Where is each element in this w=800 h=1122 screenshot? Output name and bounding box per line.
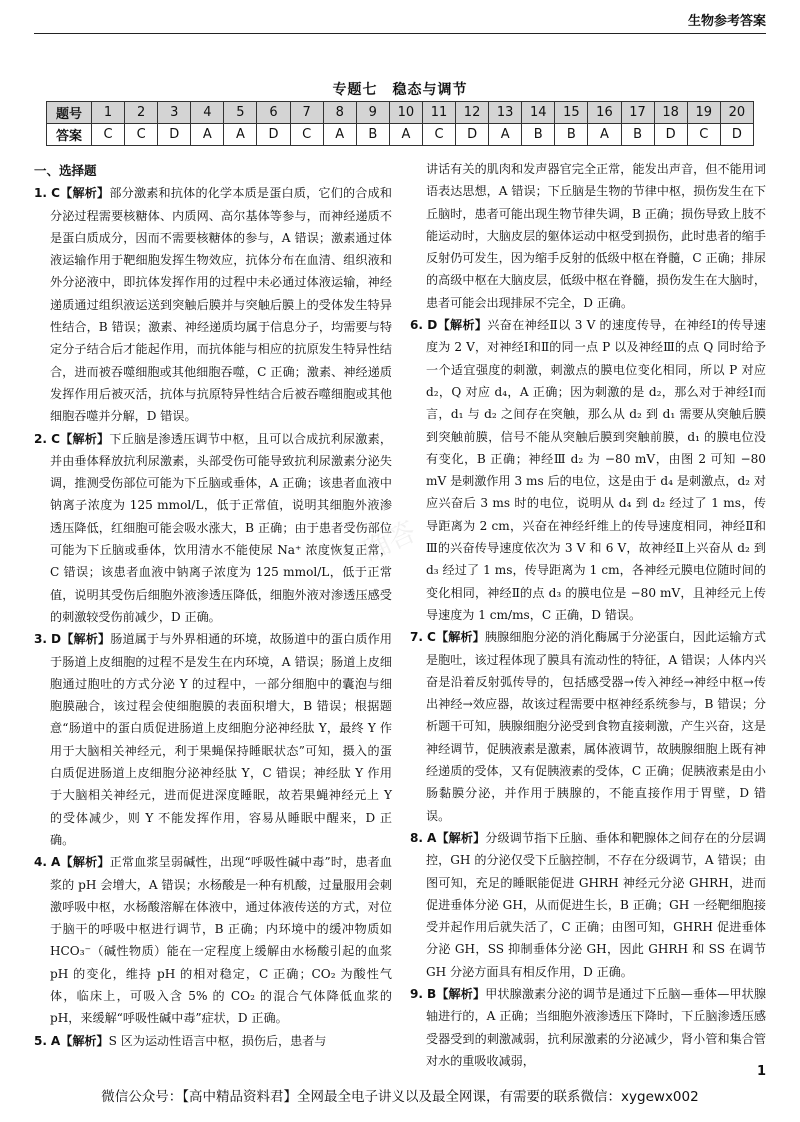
question-number-cell: 1 xyxy=(92,102,125,124)
answer-key-tag: C【解析】 xyxy=(427,630,485,645)
answer-cell: C xyxy=(92,124,125,146)
answer-cell: A xyxy=(389,124,422,146)
question-number-cell: 4 xyxy=(191,102,224,124)
question-number-cell: 11 xyxy=(422,102,455,124)
answer-row-label: 答案 xyxy=(47,124,92,146)
header-subject: 生物参考答案 xyxy=(687,14,766,29)
explanation-text: 胰腺细胞分泌的消化酶属于分泌蛋白，因此运输方式是胞吐，该过程体现了膜具有流动性的特征，A 错误；人体内兴奋是沿着反射弧传导的，包括感受器→传入神经→神经中枢→传出神经→效应器，故该过程需要中枢神经系统参与，B 错误；分析题干可知，胰腺细胞分泌受到食物直接刺激，产生兴奋，这是神经调节，促胰液素是激素，属体液调节，故胰腺细胞上既有神经递质的受体，又有促胰液素的受体，C 正确；促胰液素是由小肠黏膜分泌，并作用于胰腺的，不能直接作用于胃壁，D 错误。 xyxy=(426,630,766,823)
question-number-cell: 6 xyxy=(257,102,290,124)
explanation-text: 正常血浆呈弱碱性，出现“呼吸性碱中毒”时，患者血浆的 pH 会增大，A 错误；水杨酸是一种有机酸，过量服用会刺激呼吸中枢，水杨酸溶解在体液中，通过体液传送的方式，对位于脑干的呼吸中枢进行调节，B 正确；内环境中的缓冲物质如 HCO₃⁻（碱性物质）能在一定程度上缓解由水杨酸引起的血浆 pH 的变化，维持 pH 的相对稳定，C 正确；CO₂ 为酸性气体，临床上，可吸入含 5% 的 CO₂ 的混合气体降低血浆的 pH，来缓解“呼吸性碱中毒”症状，D 正确。 xyxy=(50,855,392,1026)
question-number-cell: 10 xyxy=(389,102,422,124)
explanation-item xyxy=(34,628,392,851)
question-number-cell: 9 xyxy=(356,102,389,124)
answer-key-tag: C【解析】 xyxy=(51,431,110,446)
explanation-item xyxy=(34,428,392,629)
item-number: 2. xyxy=(34,431,48,446)
answer-cell: A xyxy=(191,124,224,146)
answer-cell: D xyxy=(654,124,687,146)
question-number-cell: 12 xyxy=(456,102,489,124)
answer-key-tag: C【解析】 xyxy=(51,186,110,201)
question-number-cell: 15 xyxy=(555,102,588,124)
item-number: 3. xyxy=(34,632,48,647)
footer-notice: 微信公众号：【高中精品资料君】全网最全电子讲义以及最全网课，有需要的联系微信：xygewx002 xyxy=(101,1089,699,1105)
question-number-cell: 7 xyxy=(290,102,323,124)
explanation-item xyxy=(410,827,766,983)
explanation-text: 兴奋在神经Ⅱ以 3 V 的速度传导，在神经Ⅰ的传导速度为 2 V，对神经Ⅰ和Ⅱ的同一点 P 以及神经Ⅲ的点 Q 同时给予一个适宜强度的刺激，刺激点的膜电位变化相同，所以 P 对应 d₂，Q 对应 d₄，A 正确；因为刺激的是 d₂，那么对于神经Ⅰ而言，d₁ 与 d₂ 之间存在突触，那么从 d₂ 到 d₁ 需要从突触后膜到突触前膜，信号不能从突触后膜到突触前膜，d₁ 的膜电位没有变化，B 正确；神经Ⅲ d₂ 为 −80 mV，由图 2 可知 −80 mV 是刺激作用 3 ms 后的电位，这是由于 d₄ 是刺激点，d₂ 对应兴奋后 3 ms 时的电位，说明从 d₄ 到 d₂ 经过了 1 ms，传导距离为 2 cm，兴奋在神经纤维上的传导速度相同，神经Ⅱ和Ⅲ的兴奋传导速度依次为 3 V 和 6 V，故神经Ⅱ上兴奋从 d₂ 到 d₃ 经过了 1 ms，传导距离为 1 cm，各神经元膜电位随时间的变化相同，神经Ⅱ的点 d₃ 的膜电位是 −80 mV，且神经元上传导速度为 1 cm/ms，C 正确，D 错误。 xyxy=(426,318,766,622)
item-number: 1. xyxy=(34,186,48,201)
question-number-cell: 17 xyxy=(621,102,654,124)
answer-table-answer-row xyxy=(47,124,754,146)
question-number-cell: 5 xyxy=(224,102,257,124)
right-column xyxy=(410,158,766,1072)
page-title: 专题七 稳态与调节 xyxy=(332,82,468,98)
answer-cell: C xyxy=(422,124,455,146)
answer-table-number-row xyxy=(47,102,754,124)
explanation-text: S 区为运动性语言中枢，损伤后，患者与 xyxy=(108,1033,327,1048)
page-number: 1 xyxy=(756,1064,766,1079)
explanation-item xyxy=(410,626,766,827)
question-number-cell: 20 xyxy=(720,102,753,124)
explanation-text: 甲状腺激素分泌的调节是通过下丘脑—垂体—甲状腺轴进行的，A 正确；当细胞外液渗透压下降时，下丘脑渗透压感受器受到的刺激减弱，抗利尿激素的分泌减少，肾小管和集合管对水的重吸收减弱， xyxy=(426,986,766,1068)
question-number-cell: 13 xyxy=(489,102,522,124)
question-number-cell: 14 xyxy=(522,102,555,124)
number-row-label: 题号 xyxy=(47,102,92,124)
item-number: 4. xyxy=(34,855,48,870)
answer-cell: C xyxy=(687,124,720,146)
answer-cell: B xyxy=(621,124,654,146)
answer-cell: D xyxy=(158,124,191,146)
answer-cell: D xyxy=(720,124,753,146)
item-number: 6. xyxy=(410,318,424,333)
answer-cell: A xyxy=(489,124,522,146)
question-number-cell: 3 xyxy=(158,102,191,124)
answer-cell: D xyxy=(456,124,489,146)
explanation-item xyxy=(34,182,392,427)
answer-cell: C xyxy=(290,124,323,146)
explanation-text: 分级调节指下丘脑、垂体和靶腺体之间存在的分层调控，GH 的分泌仅受下丘脑控制，不存在分级调节，A 错误；由图可知，充足的睡眠能促进 GHRH 神经元分泌 GHRH，进而促进垂体分泌 GH，从而促进生长，B 正确；GH 一经靶细胞接受并起作用后就失活了，C 正确；由图可知，GHRH 促进垂体分泌 GH，SS 抑制垂体分泌 GH，因此 GHRH 和 SS 在调节 GH 分泌方面具有相反作用，D 正确。 xyxy=(426,830,766,979)
item-number: 8. xyxy=(410,830,424,845)
question-number-cell: 8 xyxy=(323,102,356,124)
question-number-cell: 19 xyxy=(687,102,720,124)
explanation-item xyxy=(34,1030,392,1052)
item-number: 7. xyxy=(410,630,424,645)
answer-key-tag: A【解析】 xyxy=(426,830,486,845)
explanation-text: 部分激素和抗体的化学本质是蛋白质，它们的合成和分泌过程需要核糖体、内质网、高尔基体等参与，而神经递质不是蛋白质成分，因而不需要核糖体的参与，A 错误；激素通过体液运输作用于靶细胞发挥生物效应，抗体分布在血清、组织液和外分泌液中，即抗体发挥作用的过程中未必通过体液运输，神经递质通过组织液运送到突触后膜并与突触后膜上的受体发生特异性结合，B 错误；激素、神经递质均属于信息分子，均需要与特定分子结合后才能起作用，而抗体能与相应的抗原发生特异性结合，进而被吞噬细胞或其他细胞吞噬，C 正确；激素、神经递质发挥作用后被灭活，抗体与抗原特异性结合后被吞噬细胞或其他细胞吞噬并分解，D 错误。 xyxy=(50,186,392,424)
answer-cell: A xyxy=(588,124,621,146)
item-number: 5. xyxy=(34,1033,48,1048)
question-number-cell: 16 xyxy=(588,102,621,124)
answer-cell: D xyxy=(257,124,290,146)
answer-key-tag: A【解析】 xyxy=(50,1033,109,1048)
answer-cell: C xyxy=(125,124,158,146)
answer-key-tag: D【解析】 xyxy=(51,632,111,647)
item-number: 9. xyxy=(410,986,424,1001)
left-column xyxy=(34,160,392,1052)
answer-cell: B xyxy=(555,124,588,146)
explanation-item xyxy=(410,314,766,626)
question-number-cell: 2 xyxy=(125,102,158,124)
answer-key-tag: B【解析】 xyxy=(426,986,486,1001)
explanation-text: 肠道属于与外界相通的环境，故肠道中的蛋白质作用于肠道上皮细胞的过程不是发生在内环境，A 错误；肠道上皮细胞通过胞吐的方式分泌 Y 的过程中，一部分细胞中的囊泡与细胞膜融合，该过程会使细胞膜的表面积增大，B 错误；根据题意“肠道中的蛋白质促进肠道上皮细胞分泌神经肽 Y，最终 Y 作用于大脑相关神经元，利于果蝇保持睡眠状态”可知，摄入的蛋白质促进肠道上皮细胞分泌神经肽 Y，C 错误；神经肽 Y 作用于大脑相关神经元，进而促进深度睡眠，故若果蝇神经元上 Y 的受体减少，则 Y 不能发挥作用，容易从睡眠中醒来，D 正确。 xyxy=(50,632,392,847)
answer-key-tag: D【解析】 xyxy=(427,318,488,333)
section-title: 一、选择题 xyxy=(34,163,97,178)
answer-table xyxy=(46,101,754,146)
continued-paragraph: 讲话有关的肌肉和发声器官完全正常，能发出声音，但不能用词语表达思想，A 错误；下丘脑是生物的节律中枢，损伤发生在下丘脑时，患者可能出现生物节律失调，B 正确；损伤导致上肢不能运动时，大脑皮层的躯体运动中枢受到损伤，此时患者的缩手反射仍可发生，因为缩手反射的低级中枢在脊髓，C 正确；排尿的高级中枢在大脑皮层，低级中枢在脊髓，损伤发生在大脑时，患者可能会出现排尿不完全，D 正确。 xyxy=(426,162,766,310)
header-rule xyxy=(34,33,766,34)
answer-cell: B xyxy=(522,124,555,146)
watermark: 确答 xyxy=(356,514,421,569)
answer-key-tag: A【解析】 xyxy=(51,855,110,870)
answer-cell: A xyxy=(224,124,257,146)
answer-cell: B xyxy=(356,124,389,146)
question-number-cell: 18 xyxy=(654,102,687,124)
answer-cell: A xyxy=(323,124,356,146)
explanation-item xyxy=(34,851,392,1029)
explanation-text: 下丘脑是渗透压调节中枢，且可以合成抗利尿激素，并由垂体释放抗利尿激素，头部受伤可能导致抗利尿激素分泌失调，推测受伤部位可能为下丘脑或垂体，A 正确；该患者血液中钠离子浓度为 125 mmol/L，低于正常值，说明其细胞外液渗透压降低，红细胞可能会吸水涨大，B 正确；由于患者受伤部位可能为下丘脑或垂体，饮用清水不能使尿 Na⁺ 浓度恢复正常，C 错误；该患者血液中钠离子浓度为 125 mmol/L，低于正常值，说明其受伤后细胞外液渗透压降低，细胞外液对渗透压感受的刺激较受伤前减少，D 正确。 xyxy=(50,431,392,624)
explanation-item xyxy=(410,983,766,1072)
